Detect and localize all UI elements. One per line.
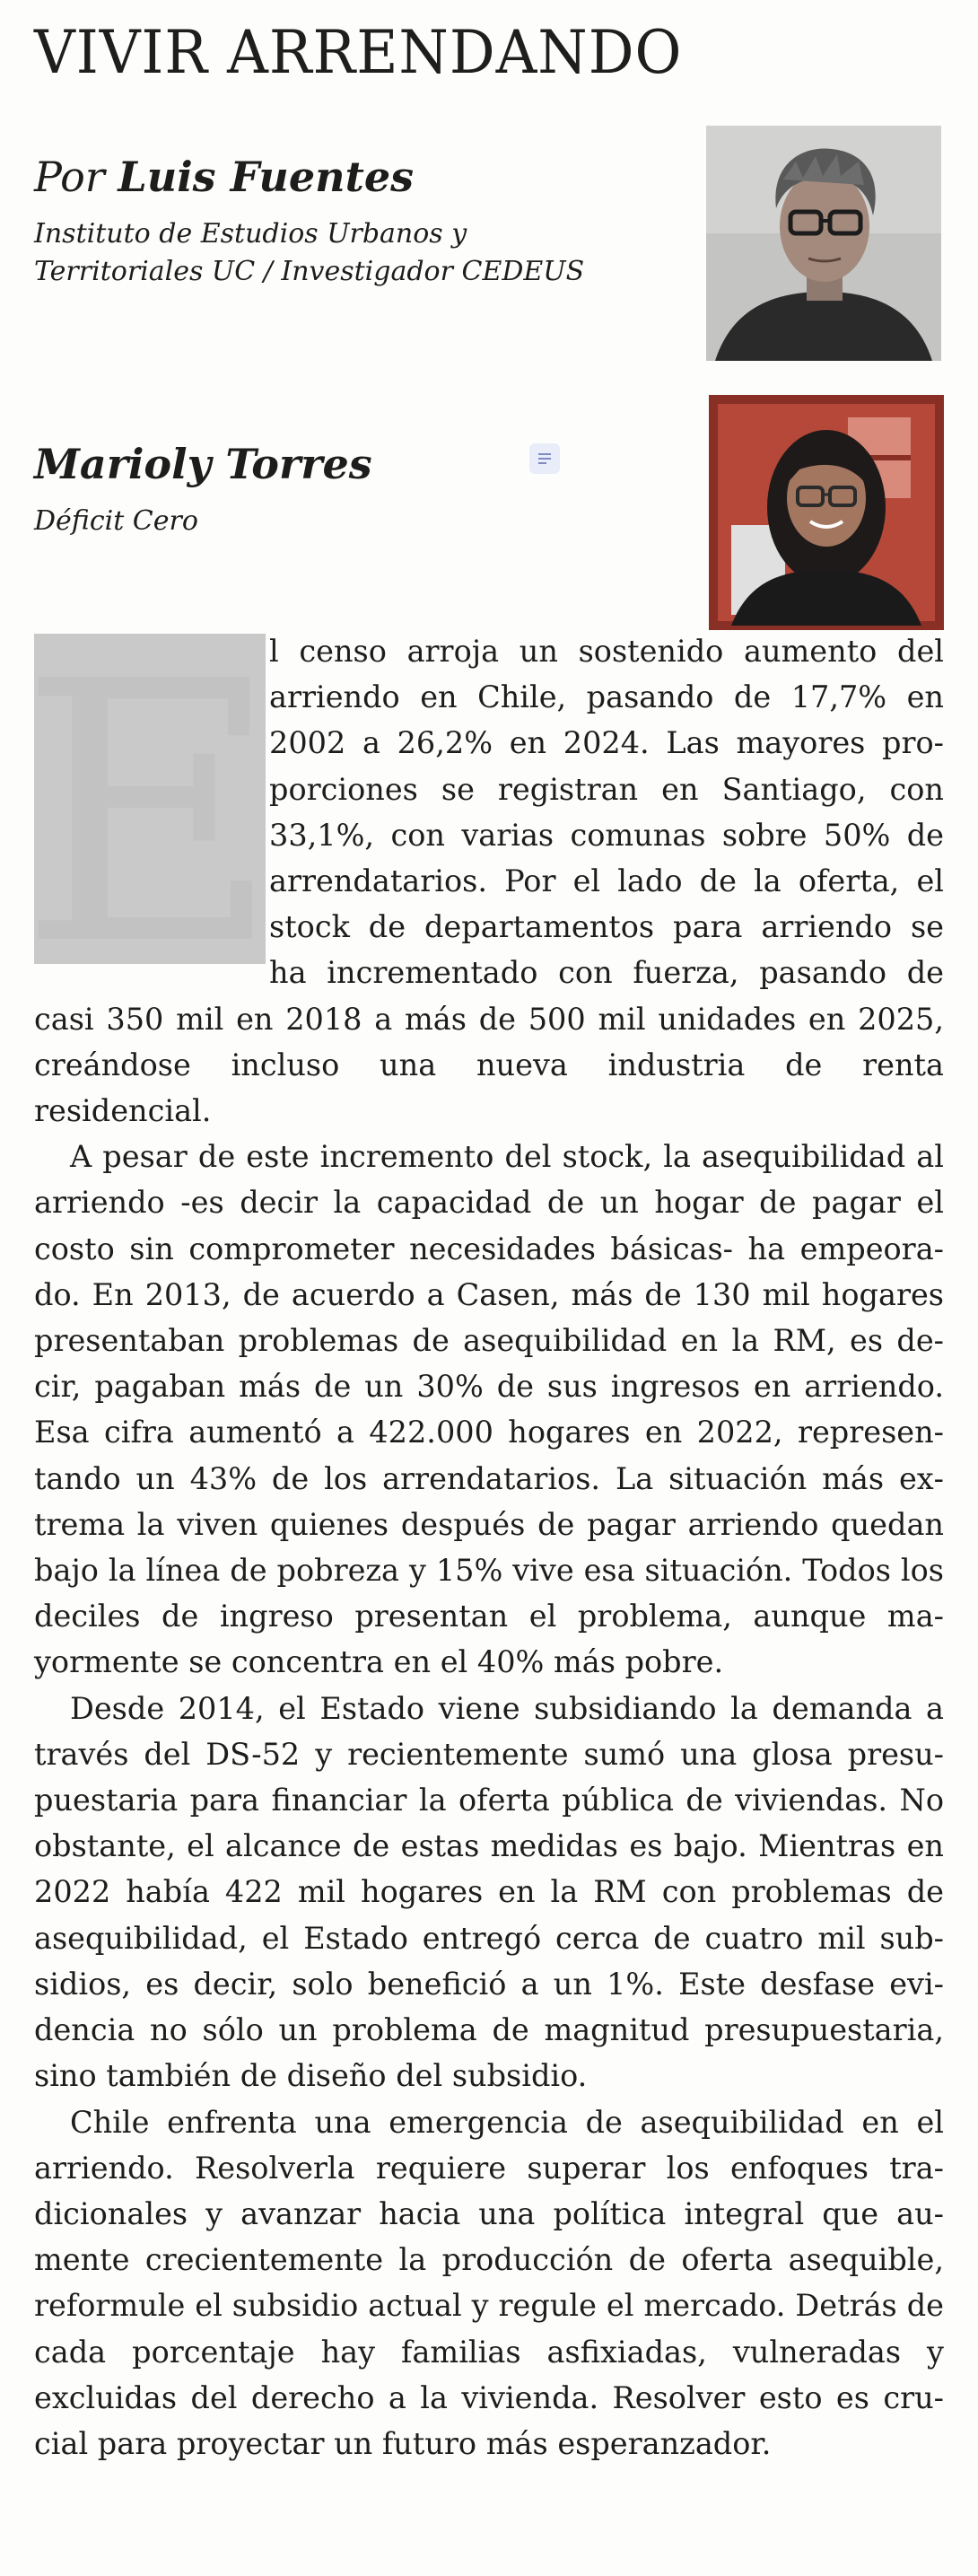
- paragraph: Chile enfrenta una emergencia de asequibilidad en el arriendo. Resolverla requiere superar los enfoques tradicionales y avanzar hacia una política integral que aumente crecientemente la producción de oferta asequible, reformule el subsidio actual y regule el mercado. Detrás de cada porcentaje hay familias asfixiadas, vulneradas y excluidas del derecho a la vivienda. Resolver esto es crucial para proyectar un futuro más esperanzador.: [34, 2104, 944, 2461]
- byline: [34, 438, 372, 490]
- author-photo-luis-fuentes: [706, 126, 941, 361]
- headline: VIVIR ARRENDANDO: [34, 18, 683, 87]
- author-affiliation: Déficit Cero: [34, 505, 198, 537]
- author-marioly-torres: [34, 438, 372, 540]
- paragraph: Desde 2014, el Estado viene subsidiando la demanda a través del DS-52 y recientemente sumó una glosa presupuestaria para financiar la oferta pública de viviendas. No obstante, el alcance de estas medidas es bajo. Mientras en 2022 había 422 mil hogares en la RM con problemas de asequibilidad, el Estado entregó cerca de cuatro mil subsidios, es decir, solo benefició a un 1%. Este desfase evidencia no sólo un problema de magnitud presupuestaria, sino también de diseño del subsidio.: [34, 1690, 944, 2094]
- paragraph: A pesar de este incremento del stock, la asequibilidad al arriendo -es decir la capacidad de un hogar de pagar el costo sin comprometer necesidades básicas- ha empeorado. En 2013, de acuerdo a Casen, más de 130 mil hogares presentaban problemas de asequibilidad en la RM, es decir, pagaban más de un 30% de sus ingresos en arriendo. Esa cifra aumentó a 422.000 hogares en 2022, representando un 43% de los arrendatarios. La situación más extrema la viven quienes después de pagar arriendo quedan bajo la línea de pobreza y 15% vive esa situación. Todos los deciles de ingreso presentan el problema, aunque mayormente se concentra en el 40% más pobre.: [34, 1139, 944, 1680]
- author-photo-marioly-torres: [713, 399, 939, 626]
- comment-note-icon[interactable]: [529, 443, 560, 474]
- dropcap-spacer: [34, 628, 269, 951]
- portrait-illustration: [713, 399, 939, 626]
- affiliation-line: Instituto de Estudios Urbanos y: [34, 218, 467, 250]
- note-lines-icon: [529, 443, 560, 474]
- author-luis-fuentes: [34, 151, 584, 291]
- article-body: [34, 628, 944, 2466]
- affiliation-line: Territoriales UC / Investigador CEDEUS: [34, 256, 585, 287]
- byline: [34, 151, 584, 203]
- author-name: Marioly Torres: [34, 440, 372, 488]
- byline-prefix: Por: [34, 153, 105, 201]
- portrait-illustration: [706, 126, 941, 361]
- paragraph: l censo arroja un sostenido aumento del arriendo en Chile, pasando de 17,7% en 2002 a 26,2% en 2024. Las mayores proporciones se registran en Santiago, con 33,1%, con varias comunas sobre 50% de arrendatarios. Por el lado de la oferta, el stock de departamentos para arriendo se ha incrementado con fuerza, pasando de casi 350 mil en 2018 a más de 500 mil unidades en 2025, creándose incluso una nueva industria de renta residencial.: [34, 634, 944, 1129]
- author-name: Luis Fuentes: [118, 153, 414, 201]
- author-affiliation: [34, 215, 584, 291]
- svg-text:E: E: [19, 607, 281, 1024]
